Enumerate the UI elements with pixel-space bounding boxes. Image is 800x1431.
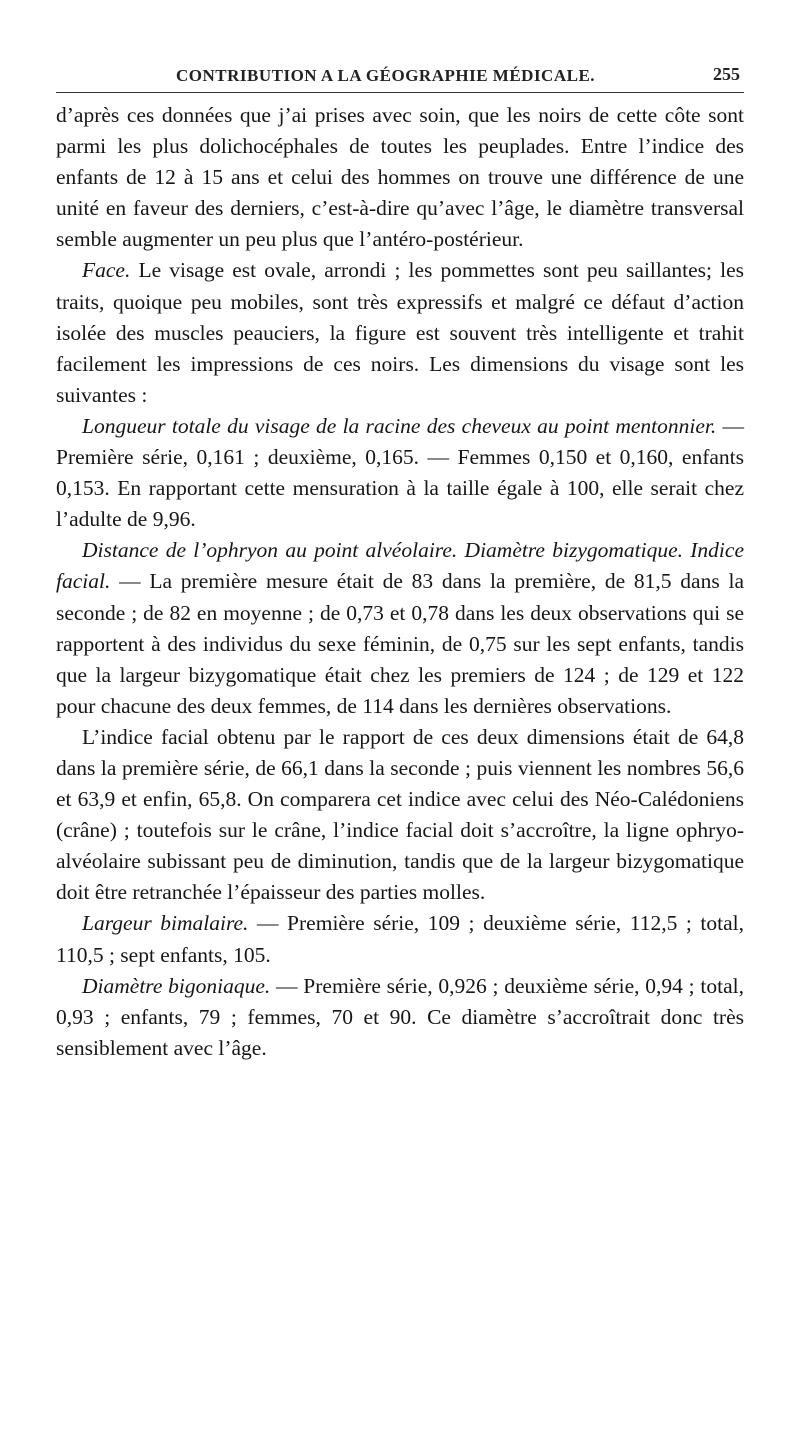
paragraph-bimalar-width bbox=[56, 908, 744, 970]
paragraph-text: — Première série, 0,161 ; deuxième, 0,165. — Femmes 0,150 et 0,160, enfants 0,153. En rapportant cette mensuration à la taille égale à 100, elle serait chez l’adulte de 9,96. bbox=[56, 413, 745, 532]
paragraph-text: d’après ces données que j’ai prises avec soin, que les noirs de cette côte sont parmi les plus dolichocéphales de toutes les peuplades. Entre l’indice des enfants de 12 à 15 ans et celui des hommes on trouve une différence de une unité en faveur des derniers, c’est-à-dire qu’avec l’âge, le diamètre transversal semble augmenter un peu plus que l’antéro-postérieur. bbox=[56, 103, 744, 252]
page-number: 255 bbox=[713, 64, 740, 84]
paragraph-text: — La première mesure était de 83 dans la première, de 81,5 dans la seconde ; de 82 en moyenne ; de 0,73 et 0,78 dans les deux observations qui se rapportent à des individus du sexe féminin, de 0,75 sur les sept enfants, tandis que la largeur bizygomatique était chez les premiers de 124 ; de 129 et 122 pour chacune des deux femmes, de 114 dans les dernières observations. bbox=[56, 569, 744, 718]
paragraph-cephalic-conclusion bbox=[56, 100, 744, 255]
paragraph-face-length bbox=[56, 411, 744, 535]
paragraph-facial-index bbox=[56, 535, 744, 722]
body-text bbox=[56, 100, 744, 1064]
section-heading-bimalar-width: Largeur bimalaire. bbox=[82, 911, 249, 936]
paragraph-text: L’indice facial obtenu par le rapport de ces deux dimensions était de 64,8 dans la première série, de 66,1 dans la seconde ; puis viennent les nombres 56,6 et 63,9 et enfin, 65,8. On comparera cet indice avec celui des Néo-Calédoniens (crâne) ; toutefois sur le crâne, l’indice facial doit s’accroître, la ligne ophryo-alvéolaire subissant peu de diminution, tandis que de la largeur bizygomatique doit être retranchée l’épaisseur des parties molles. bbox=[56, 724, 744, 905]
paragraph-bigonial-diameter bbox=[56, 971, 744, 1064]
section-heading-face: Face. bbox=[82, 258, 131, 283]
paragraph-text: — Première série, 0,926 ; deuxième série, 0,94 ; total, 0,93 ; enfants, 79 ; femmes, 70 et 90. Ce diamètre s’accroîtrait donc très sensiblement avec l’âge. bbox=[56, 973, 744, 1060]
paragraph-face bbox=[56, 255, 744, 410]
paragraph-facial-index-comment bbox=[56, 722, 744, 909]
page-header bbox=[56, 62, 744, 93]
paragraph-text: Le visage est ovale, arrondi ; les pommettes sont peu saillantes; les traits, quoique peu mobiles, sont très expressifs et malgré ce défaut d’action isolée des muscles peauciers, la figure est souvent très intelligente et trahit facilement les impressions de ces noirs. Les dimensions du visage sont les suivantes : bbox=[56, 258, 744, 407]
section-heading-face-length: Longueur totale du visage de la racine des cheveux au point mentonnier. bbox=[82, 413, 717, 438]
section-heading-facial-index: Distance de l’ophryon au point alvéolaire. Diamètre bizygomatique. Indice facial. bbox=[56, 538, 744, 594]
paragraph-text: — Première série, 109 ; deuxième série, 112,5 ; total, 110,5 ; sept enfants, 105. bbox=[56, 911, 744, 967]
section-heading-bigonial-diameter: Diamètre bigoniaque. bbox=[82, 973, 271, 998]
running-title: CONTRIBUTION A LA GÉOGRAPHIE MÉDICALE. bbox=[176, 66, 596, 85]
